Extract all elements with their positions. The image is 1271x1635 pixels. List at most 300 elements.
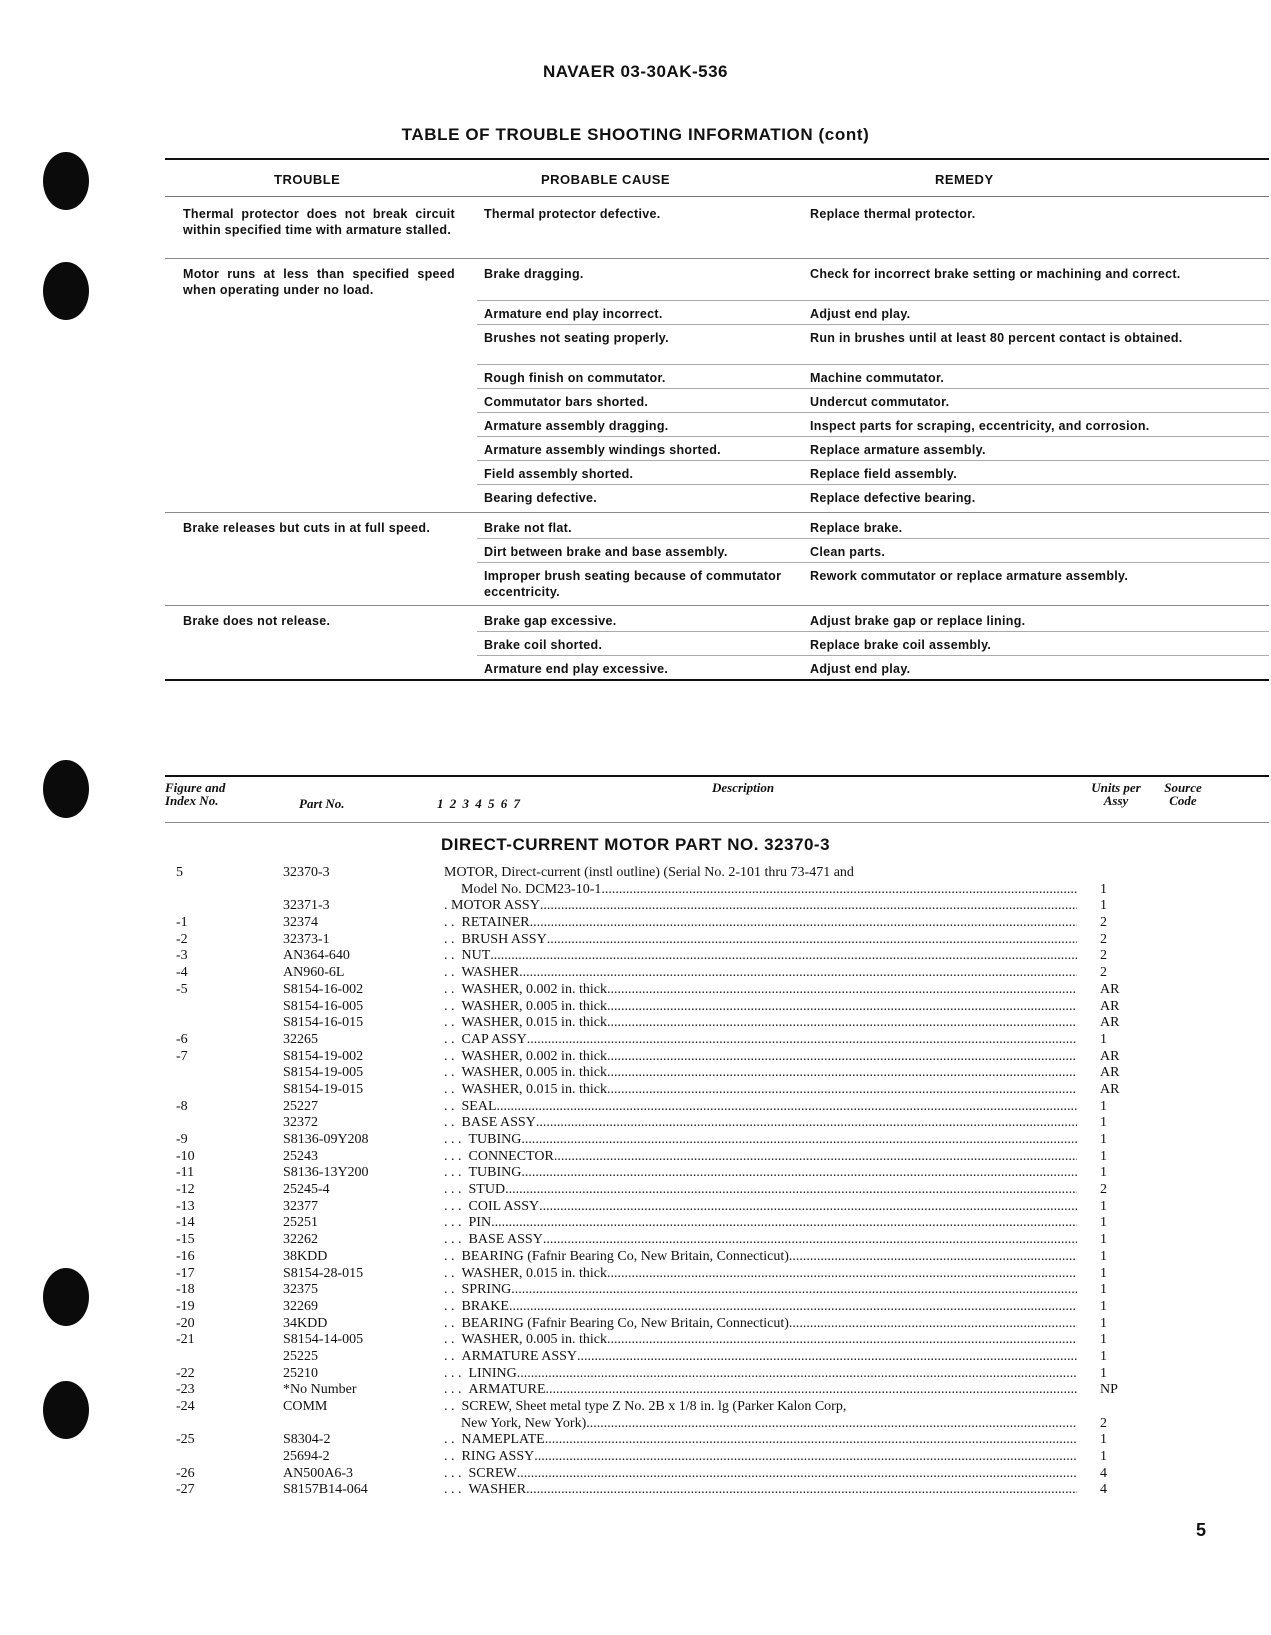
description-text: WASHER, 0.005 in. thick (461, 1332, 607, 1348)
units-per-assy: 2 (1100, 1182, 1107, 1198)
description-text: BEARING (Fafnir Bearing Co, New Britain, Connecticut) (461, 1248, 789, 1264)
part-description (437, 1349, 1077, 1366)
units-per-assy: 1 (1100, 1449, 1107, 1465)
indent-dots: . . (437, 931, 462, 947)
parts-list-row (0, 898, 1271, 915)
indent-dots: . . (437, 1399, 462, 1415)
leader-dots (534, 1449, 1077, 1466)
row-separator (477, 460, 1269, 461)
description-text: BRAKE (461, 1298, 509, 1314)
index-number: -4 (176, 965, 188, 981)
part-number: S8154-16-002 (283, 981, 364, 997)
part-number: 32372 (283, 1115, 318, 1131)
leader-dots (490, 948, 1077, 965)
description-line (437, 1082, 1077, 1099)
indent-dots: . . . (437, 1365, 469, 1381)
index-number: -16 (176, 1248, 195, 1264)
column-header-probable-cause: PROBABLE CAUSE (541, 172, 671, 187)
part-description (437, 1382, 1077, 1399)
part-description (437, 1149, 1077, 1166)
part-description (437, 1132, 1077, 1149)
indent-dots: . . (437, 1265, 462, 1281)
trouble-cell: Brake releases but cuts in at full speed. (183, 521, 431, 535)
units-per-assy: 4 (1100, 1465, 1107, 1481)
remedy-cell: Adjust end play. (810, 662, 911, 676)
leader-dots (511, 1282, 1077, 1299)
part-description (437, 1199, 1077, 1216)
section-title: DIRECT-CURRENT MOTOR PART NO. 32370-3 (440, 835, 831, 854)
leader-dots (509, 1299, 1077, 1316)
row-separator (477, 300, 1269, 301)
description-text: MOTOR ASSY (451, 898, 540, 914)
description-line (437, 1182, 1077, 1199)
leader-dots (554, 1149, 1077, 1166)
description-text: ARMATURE (468, 1382, 546, 1398)
document-id: NAVAER 03-30AK-536 (542, 62, 729, 81)
part-description (437, 1215, 1077, 1232)
leader-dots (517, 1366, 1077, 1383)
index-number: -14 (176, 1215, 195, 1231)
leader-dots (497, 1099, 1078, 1116)
index-number: -22 (176, 1365, 195, 1381)
description-text: SEAL (461, 1098, 497, 1114)
part-number: S8154-28-015 (283, 1265, 364, 1281)
probable-cause-cell: Brushes not seating properly. (484, 331, 669, 345)
leader-dots (545, 1432, 1077, 1449)
part-number: 32370-3 (283, 865, 330, 880)
index-number: -23 (176, 1382, 195, 1398)
index-number: -26 (176, 1465, 195, 1481)
part-number: 25243 (283, 1148, 318, 1164)
description-text: SCREW (468, 1465, 517, 1481)
units-per-assy: 1 (1100, 1031, 1107, 1047)
description-text: TUBING (468, 1165, 522, 1181)
header-part-no: Part No. (299, 796, 345, 811)
leader-dots (607, 1082, 1077, 1099)
part-description (437, 1115, 1077, 1132)
header-source-line1: Source (1164, 780, 1202, 795)
probable-cause-cell: Brake coil shorted. (484, 638, 603, 652)
index-number: -10 (176, 1148, 195, 1164)
units-per-assy: 1 (1100, 1115, 1107, 1131)
part-number: AN960-6L (283, 965, 345, 981)
probable-cause-cell: Field assembly shorted. (484, 467, 634, 481)
column-header-remedy: REMEDY (935, 172, 994, 187)
units-per-assy: 1 (1100, 881, 1107, 897)
description-line (437, 1065, 1077, 1082)
description-line (437, 1432, 1077, 1449)
part-number: 32262 (283, 1232, 318, 1248)
indent-dots: . . (437, 1332, 462, 1348)
description-text: Model No. DCM23-10-1 (461, 881, 602, 897)
indent-dots: . . (437, 1098, 462, 1114)
description-line (437, 1399, 1077, 1416)
part-number: 25694-2 (283, 1449, 330, 1465)
indent-dots: . . (437, 1048, 462, 1064)
parts-list-row (0, 1199, 1271, 1216)
parts-list-row (0, 1132, 1271, 1149)
units-per-assy: NP (1100, 1382, 1118, 1398)
description-text: RETAINER (461, 915, 530, 931)
parts-list-row (0, 1466, 1271, 1483)
probable-cause-cell: Improper brush seating because of commutator eccentricity. (484, 569, 782, 599)
header-rule (165, 196, 1269, 197)
parts-list-row (0, 1215, 1271, 1232)
remedy-cell: Machine commutator. (810, 371, 945, 385)
leader-dots (607, 1049, 1077, 1066)
indent-dots (437, 865, 444, 882)
indent-dots: . (437, 898, 451, 914)
units-per-assy: AR (1100, 998, 1120, 1014)
leader-dots (607, 982, 1077, 999)
indent-dots: . . (437, 1015, 462, 1031)
row-separator (477, 655, 1269, 656)
leader-dots (526, 1482, 1077, 1499)
units-per-assy: 1 (1100, 1148, 1107, 1164)
part-description (437, 932, 1077, 949)
indent-dots: . . . (437, 1148, 469, 1164)
description-line (437, 1266, 1077, 1283)
units-per-assy: 1 (1100, 1265, 1107, 1281)
description-text: PIN (468, 1215, 492, 1231)
index-number: -17 (176, 1265, 195, 1281)
index-number: -3 (176, 948, 188, 964)
binder-hole (43, 760, 89, 818)
index-number: -20 (176, 1315, 195, 1331)
description-line (437, 1299, 1077, 1316)
row-separator (477, 538, 1269, 539)
index-number: -1 (176, 915, 188, 931)
description-text: ARMATURE ASSY (461, 1348, 578, 1364)
trouble-cell: Brake does not release. (183, 614, 331, 628)
header-units-per-assy (1080, 781, 1152, 807)
units-per-assy: 1 (1100, 1315, 1107, 1331)
parts-list-row (0, 1366, 1271, 1383)
units-per-assy: 1 (1100, 1332, 1107, 1348)
part-description (437, 1049, 1077, 1066)
description-text: WASHER, 0.002 in. thick (461, 1048, 607, 1064)
part-number: 25227 (283, 1098, 318, 1114)
part-number: 38KDD (283, 1248, 328, 1264)
parts-list-row (0, 1249, 1271, 1266)
header-units-line1: Units per (1091, 780, 1141, 795)
parts-list-row (0, 1182, 1271, 1199)
parts-list-row (0, 1432, 1271, 1449)
description-text: NUT (461, 948, 491, 964)
part-description (437, 865, 1077, 898)
description-text: RING ASSY (461, 1449, 535, 1465)
part-description (437, 915, 1077, 932)
row-separator (477, 631, 1269, 632)
remedy-cell: Clean parts. (810, 545, 886, 559)
leader-dots (536, 1115, 1077, 1132)
row-separator (477, 388, 1269, 389)
leader-dots (491, 1215, 1077, 1232)
row-separator (477, 412, 1269, 413)
index-number: -25 (176, 1432, 195, 1448)
index-number: -18 (176, 1282, 195, 1298)
description-text: MOTOR, Direct-current (instl outline) (Serial No. 2-101 thru 73-471 and (444, 865, 854, 880)
part-number: 32371-3 (283, 898, 330, 914)
description-line (437, 948, 1077, 965)
description-text: COIL ASSY (468, 1198, 540, 1214)
leader-dots (607, 1332, 1077, 1349)
probable-cause-cell: Commutator bars shorted. (484, 395, 649, 409)
probable-cause-cell: Brake not flat. (484, 521, 572, 535)
part-number: 32269 (283, 1298, 318, 1314)
index-number: -6 (176, 1031, 188, 1047)
part-number: 25225 (283, 1348, 318, 1364)
part-description (437, 1316, 1077, 1333)
part-description (437, 1466, 1077, 1483)
remedy-cell: Adjust brake gap or replace lining. (810, 614, 1026, 628)
row-separator (477, 324, 1269, 325)
index-number: -15 (176, 1232, 195, 1248)
description-line (437, 865, 1077, 882)
parts-list-row (0, 1232, 1271, 1249)
indent-dots: . . . (437, 1132, 469, 1148)
indent-dots: . . . (437, 1182, 469, 1198)
units-per-assy: 1 (1100, 1348, 1107, 1364)
indent-dots: . . (437, 1065, 462, 1081)
column-header-trouble: TROUBLE (274, 172, 341, 187)
indent-dots: . . (437, 1298, 462, 1314)
part-number: S8136-13Y200 (283, 1165, 369, 1181)
description-line (437, 1416, 1077, 1433)
part-number: S8304-2 (283, 1432, 331, 1448)
part-number: S8154-14-005 (283, 1332, 364, 1348)
units-per-assy: 2 (1100, 1415, 1107, 1431)
part-number: 25210 (283, 1365, 318, 1381)
header-source-code (1158, 781, 1208, 807)
units-per-assy: 2 (1100, 948, 1107, 964)
parts-list-row (0, 1032, 1271, 1049)
probable-cause-cell: Armature end play incorrect. (484, 307, 663, 321)
row-separator (477, 364, 1269, 365)
header-description: Description (712, 780, 775, 795)
binder-hole (43, 152, 89, 210)
part-description (437, 1332, 1077, 1349)
indent-dots: . . . (437, 1165, 469, 1181)
description-line (437, 1482, 1077, 1499)
parts-list-body (0, 865, 1271, 1499)
remedy-cell: Check for incorrect brake setting or machining and correct. (810, 267, 1181, 281)
description-line (437, 1232, 1077, 1249)
description-line (437, 1366, 1077, 1383)
description-line (437, 1332, 1077, 1349)
description-line (437, 1449, 1077, 1466)
leader-dots (586, 1416, 1077, 1433)
description-line (437, 932, 1077, 949)
leader-dots (789, 1316, 1077, 1333)
leader-dots (607, 1266, 1077, 1283)
description-text: SPRING (461, 1282, 512, 1298)
part-description (437, 1099, 1077, 1116)
indent-dots (437, 1416, 461, 1433)
part-number: S8154-19-002 (283, 1048, 364, 1064)
trouble-cell: Thermal protector does not break circuit within specified time with armature stalled. (183, 207, 455, 237)
units-per-assy: 4 (1100, 1482, 1107, 1498)
group-separator (165, 605, 1269, 606)
part-number: 32375 (283, 1282, 318, 1298)
parts-list-row (0, 1316, 1271, 1333)
description-line (437, 898, 1077, 915)
description-text: STUD (468, 1182, 506, 1198)
table-top-rule (165, 158, 1269, 160)
index-number: -11 (176, 1165, 195, 1181)
leader-dots (607, 1015, 1077, 1032)
row-separator (477, 436, 1269, 437)
description-line (437, 1049, 1077, 1066)
parts-list-row (0, 1165, 1271, 1182)
trouble-cell: Motor runs at less than specified speed when operating under no load. (183, 267, 455, 297)
part-description (437, 1065, 1077, 1082)
leader-dots (607, 999, 1077, 1016)
remedy-cell: Rework commutator or replace armature assembly. (810, 569, 1129, 583)
parts-list-row (0, 1049, 1271, 1066)
units-per-assy: 1 (1100, 1248, 1107, 1264)
description-line (437, 1382, 1077, 1399)
description-text: WASHER (468, 1482, 527, 1498)
units-per-assy: 1 (1100, 1432, 1107, 1448)
part-description (437, 1249, 1077, 1266)
description-text: SCREW, Sheet metal type Z No. 2B x 1/8 in. lg (Parker Kalon Corp, (461, 1399, 847, 1415)
description-text: WASHER (461, 965, 520, 981)
description-text: WASHER, 0.005 in. thick (461, 1065, 607, 1081)
description-text: WASHER, 0.005 in. thick (461, 998, 607, 1014)
description-text: TUBING (468, 1132, 522, 1148)
part-number: S8154-16-015 (283, 1015, 364, 1031)
parts-list-header-rule (165, 822, 1269, 823)
part-number: COMM (283, 1399, 328, 1415)
description-text: WASHER, 0.015 in. thick (461, 1081, 607, 1097)
index-number: -8 (176, 1098, 188, 1114)
part-description (437, 982, 1077, 999)
part-number: AN364-640 (283, 948, 350, 964)
part-description (437, 965, 1077, 982)
probable-cause-cell: Brake dragging. (484, 267, 584, 281)
parts-list-row (0, 1099, 1271, 1116)
row-separator (477, 484, 1269, 485)
table-bottom-rule (165, 679, 1269, 681)
probable-cause-cell: Armature assembly windings shorted. (484, 443, 721, 457)
description-line (437, 915, 1077, 932)
indent-dots: . . (437, 1031, 462, 1047)
parts-list-row (0, 1082, 1271, 1099)
probable-cause-cell: Rough finish on commutator. (484, 371, 666, 385)
units-per-assy: 1 (1100, 1365, 1107, 1381)
header-figure-line2: Index No. (165, 793, 219, 808)
part-description (437, 1165, 1077, 1182)
indent-dots: . . (437, 981, 462, 997)
header-figure-index (165, 781, 255, 807)
part-number: 32373-1 (283, 931, 330, 947)
probable-cause-cell: Thermal protector defective. (484, 207, 661, 221)
part-description (437, 948, 1077, 965)
units-per-assy: 1 (1100, 1165, 1107, 1181)
spacer (846, 1399, 1077, 1416)
description-text: New York, New York) (461, 1415, 587, 1431)
parts-list-row (0, 1149, 1271, 1166)
parts-list-row (0, 1399, 1271, 1432)
description-line (437, 1099, 1077, 1116)
units-per-assy: 2 (1100, 915, 1107, 931)
units-per-assy: 1 (1100, 1282, 1107, 1298)
remedy-cell: Replace defective bearing. (810, 491, 976, 505)
part-number: 32374 (283, 915, 318, 931)
units-per-assy: 1 (1100, 1132, 1107, 1148)
indent-dots: . . . (437, 1198, 469, 1214)
index-number: -19 (176, 1298, 195, 1314)
indent-dots: . . (437, 1315, 462, 1331)
description-text: CAP ASSY (461, 1031, 527, 1047)
parts-list-top-rule (165, 775, 1269, 777)
leader-dots (789, 1249, 1077, 1266)
indent-dots: . . (437, 1348, 462, 1364)
parts-list-row (0, 999, 1271, 1016)
parts-list-row (0, 1015, 1271, 1032)
leader-dots (607, 1065, 1077, 1082)
indent-dots: . . (437, 1449, 462, 1465)
part-description (437, 1299, 1077, 1316)
leader-dots (519, 965, 1077, 982)
group-separator (165, 512, 1269, 513)
probable-cause-cell: Dirt between brake and base assembly. (484, 545, 728, 559)
part-number: AN500A6-3 (283, 1465, 353, 1481)
remedy-cell: Replace brake coil assembly. (810, 638, 992, 652)
leader-dots (521, 1132, 1077, 1149)
part-number: 25245-4 (283, 1182, 330, 1198)
remedy-cell: Replace armature assembly. (810, 443, 986, 457)
units-per-assy: AR (1100, 981, 1120, 997)
leader-dots (540, 898, 1077, 915)
part-description (437, 1015, 1077, 1032)
units-per-assy: 1 (1100, 1098, 1107, 1114)
parts-list-row (0, 932, 1271, 949)
leader-dots (577, 1349, 1077, 1366)
description-line (437, 1032, 1077, 1049)
probable-cause-cell: Brake gap excessive. (484, 614, 617, 628)
group-separator (165, 258, 1269, 259)
header-indent-levels: 1 2 3 4 5 6 7 (437, 796, 520, 811)
leader-dots (517, 1466, 1077, 1483)
units-per-assy: 1 (1100, 898, 1107, 914)
index-number: 5 (176, 865, 183, 880)
part-description (437, 999, 1077, 1016)
leader-dots (527, 1032, 1077, 1049)
description-text: WASHER, 0.015 in. thick (461, 1265, 607, 1281)
part-number: 34KDD (283, 1315, 328, 1331)
remedy-cell: Adjust end play. (810, 307, 911, 321)
description-text: BRUSH ASSY (461, 931, 547, 947)
indent-dots: . . (437, 965, 462, 981)
description-line (437, 965, 1077, 982)
part-number: S8154-19-005 (283, 1065, 364, 1081)
units-per-assy: AR (1100, 1048, 1120, 1064)
index-number: -24 (176, 1399, 195, 1415)
binder-hole (43, 262, 89, 320)
indent-dots: . . (437, 1248, 462, 1264)
indent-dots: . . (437, 1282, 462, 1298)
part-description (437, 1449, 1077, 1466)
remedy-cell: Undercut commutator. (810, 395, 950, 409)
indent-dots: . . (437, 915, 462, 931)
index-number: -21 (176, 1332, 195, 1348)
description-line (437, 1349, 1077, 1366)
header-source-line2: Code (1169, 793, 1197, 808)
description-line (437, 1015, 1077, 1032)
probable-cause-cell: Armature end play excessive. (484, 662, 669, 676)
